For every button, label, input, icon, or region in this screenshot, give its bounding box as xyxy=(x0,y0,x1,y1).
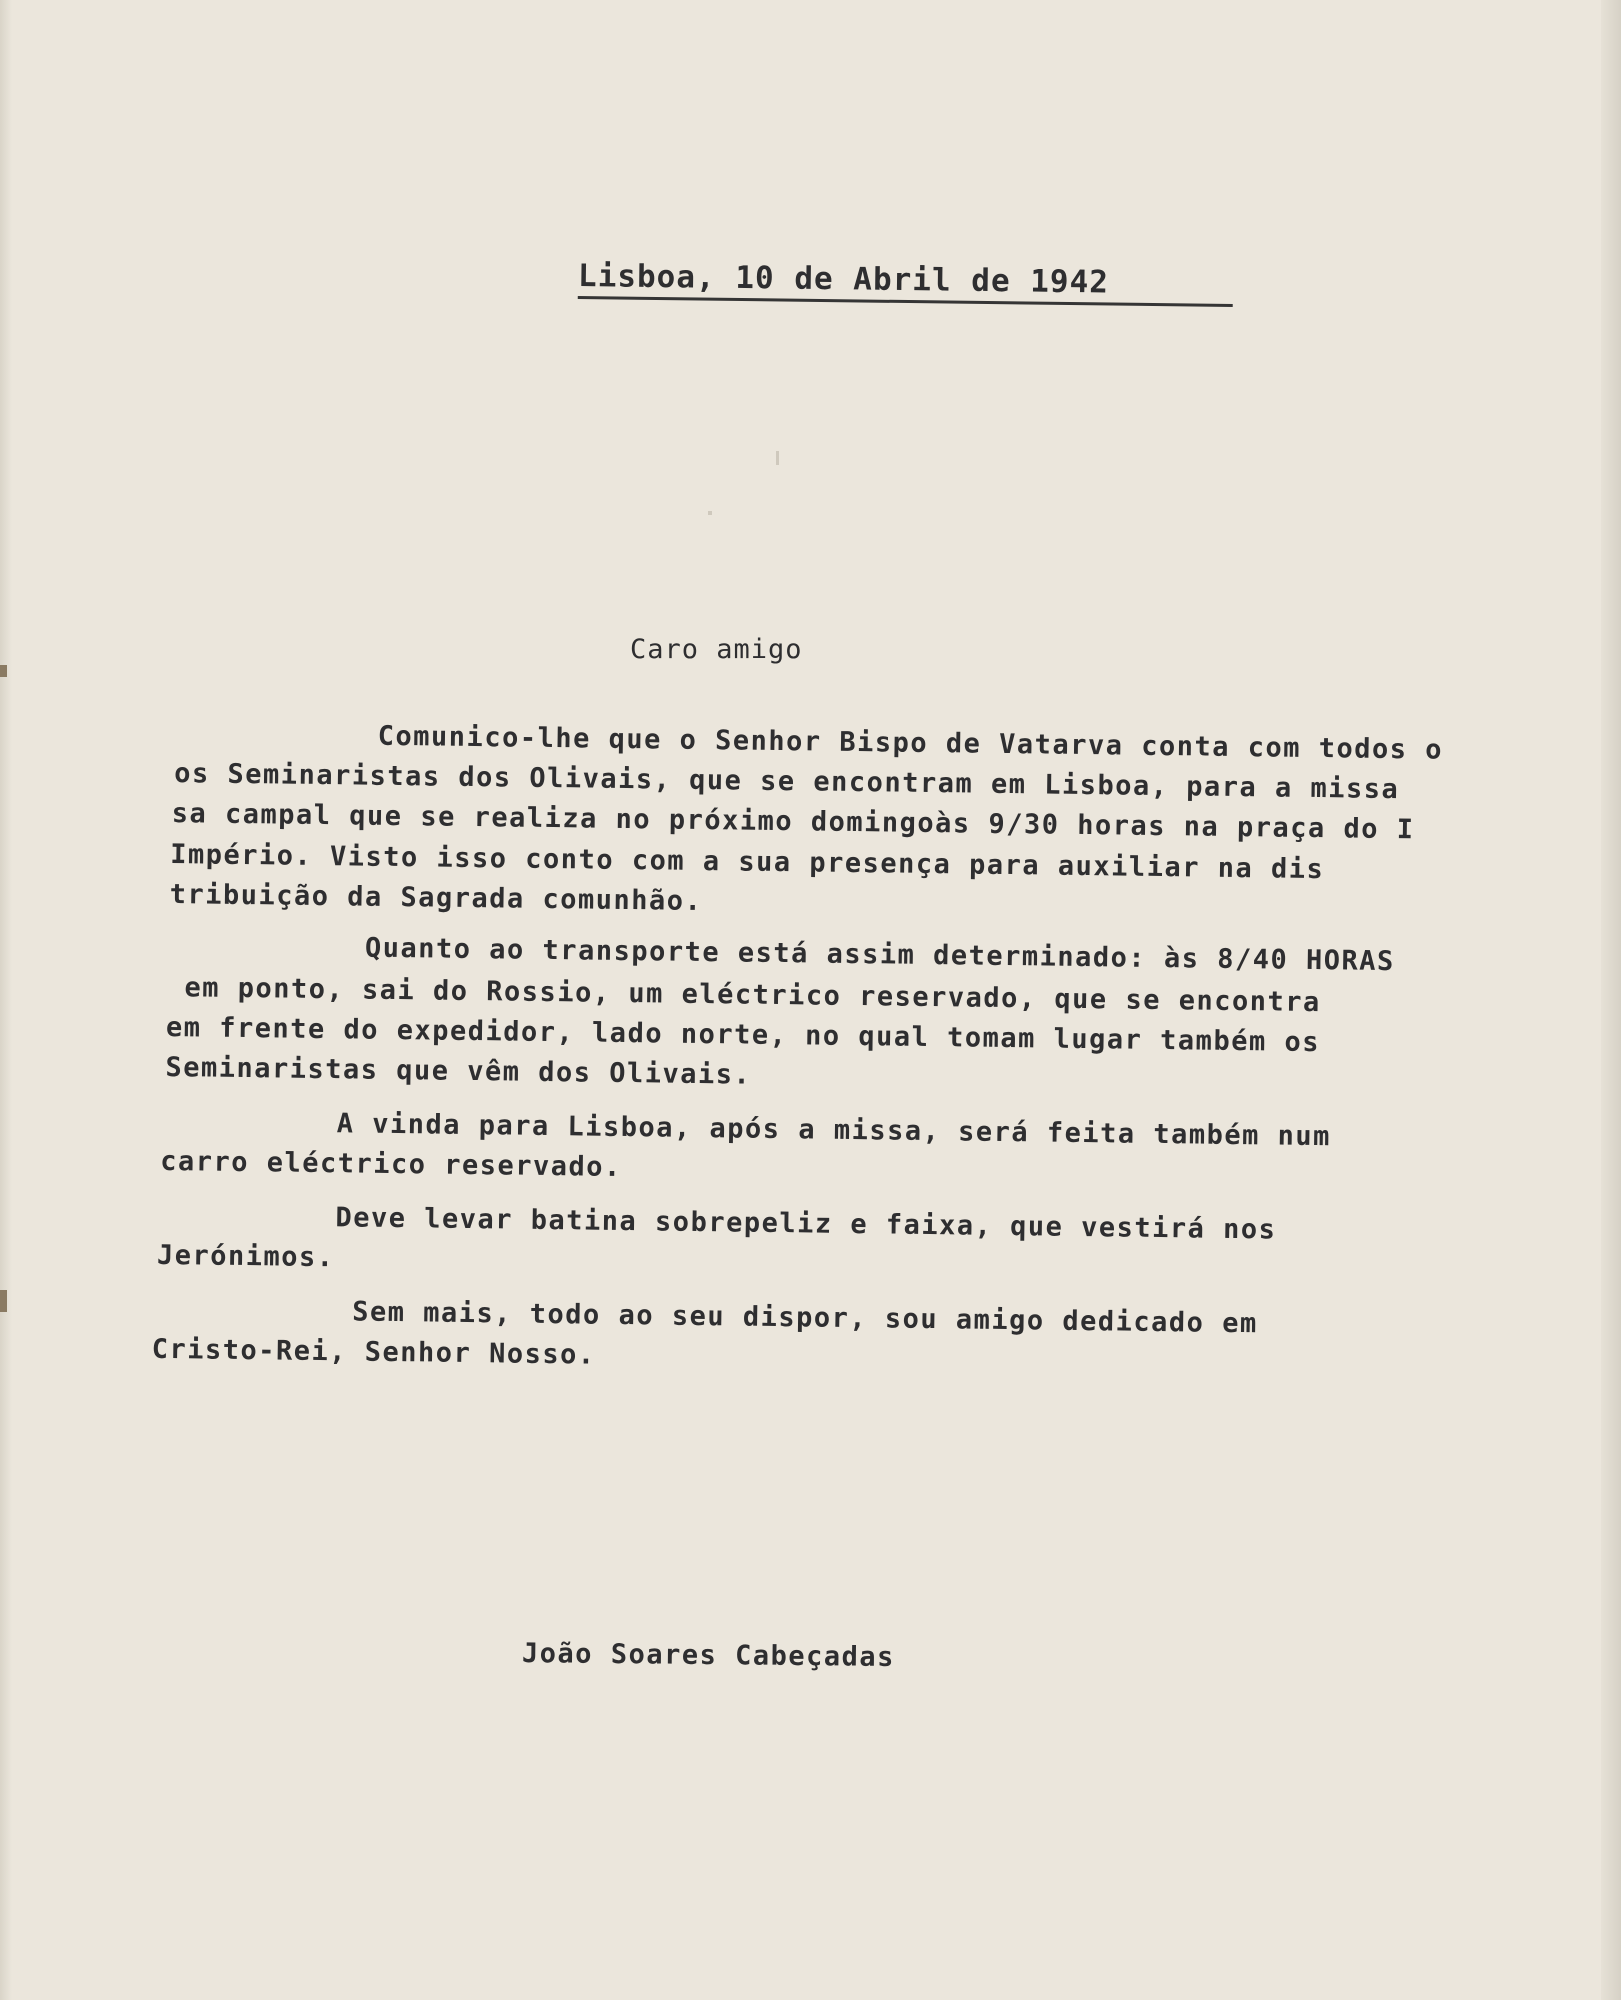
body-line: Cristo-Rei, Senhor Nosso. xyxy=(151,1333,596,1371)
body-line: Sem mais, todo ao seu dispor, sou amigo dedicado em xyxy=(352,1296,1258,1340)
binding-mark-bottom xyxy=(0,1290,7,1312)
page-edge-shadow xyxy=(0,0,12,2000)
letter-signature: João Soares Cabeçadas xyxy=(521,1638,896,1673)
paper-speck xyxy=(708,511,712,515)
body-line: os Seminaristas dos Olivais, que se encontram em Lisboa, para a missa xyxy=(174,758,1400,806)
letter-dateline: Lisboa, 10 de Abril de 1942 xyxy=(578,258,1233,307)
letter-salutation: Caro amigo xyxy=(630,634,803,665)
body-line: Império. Visto isso conto com a sua presença para auxiliar na dis xyxy=(170,839,1325,886)
body-line: Quanto ao transporte está assim determinado: às 8/40 HORAS xyxy=(364,932,1395,978)
body-line: em frente do expedidor, lado norte, no qual tomam lugar também os xyxy=(165,1011,1321,1059)
letter-body xyxy=(151,718,1570,1371)
body-line: A vinda para Lisboa, após a missa, será feita também num xyxy=(336,1108,1332,1153)
body-line: carro eléctrico reservado. xyxy=(159,1145,622,1183)
binding-mark-top xyxy=(0,665,7,677)
body-line: sa campal que se realiza no próximo domingoàs 9/30 horas na praça do I xyxy=(171,798,1415,846)
body-line: Deve levar batina sobrepeliz e faixa, que vestirá nos xyxy=(335,1202,1277,1246)
body-line: Seminaristas que vêm dos Olivais. xyxy=(165,1051,752,1091)
paper-speck xyxy=(776,451,779,465)
body-line: em ponto, sai do Rossio, um eléctrico reservado, que se encontra xyxy=(184,972,1321,1019)
body-line: Comunico-lhe que o Senhor Bispo de Vatarva conta com todos o xyxy=(377,720,1444,766)
body-line: tribuição da Sagrada comunhão. xyxy=(169,879,703,917)
body-line: Jerónimos. xyxy=(156,1239,335,1274)
